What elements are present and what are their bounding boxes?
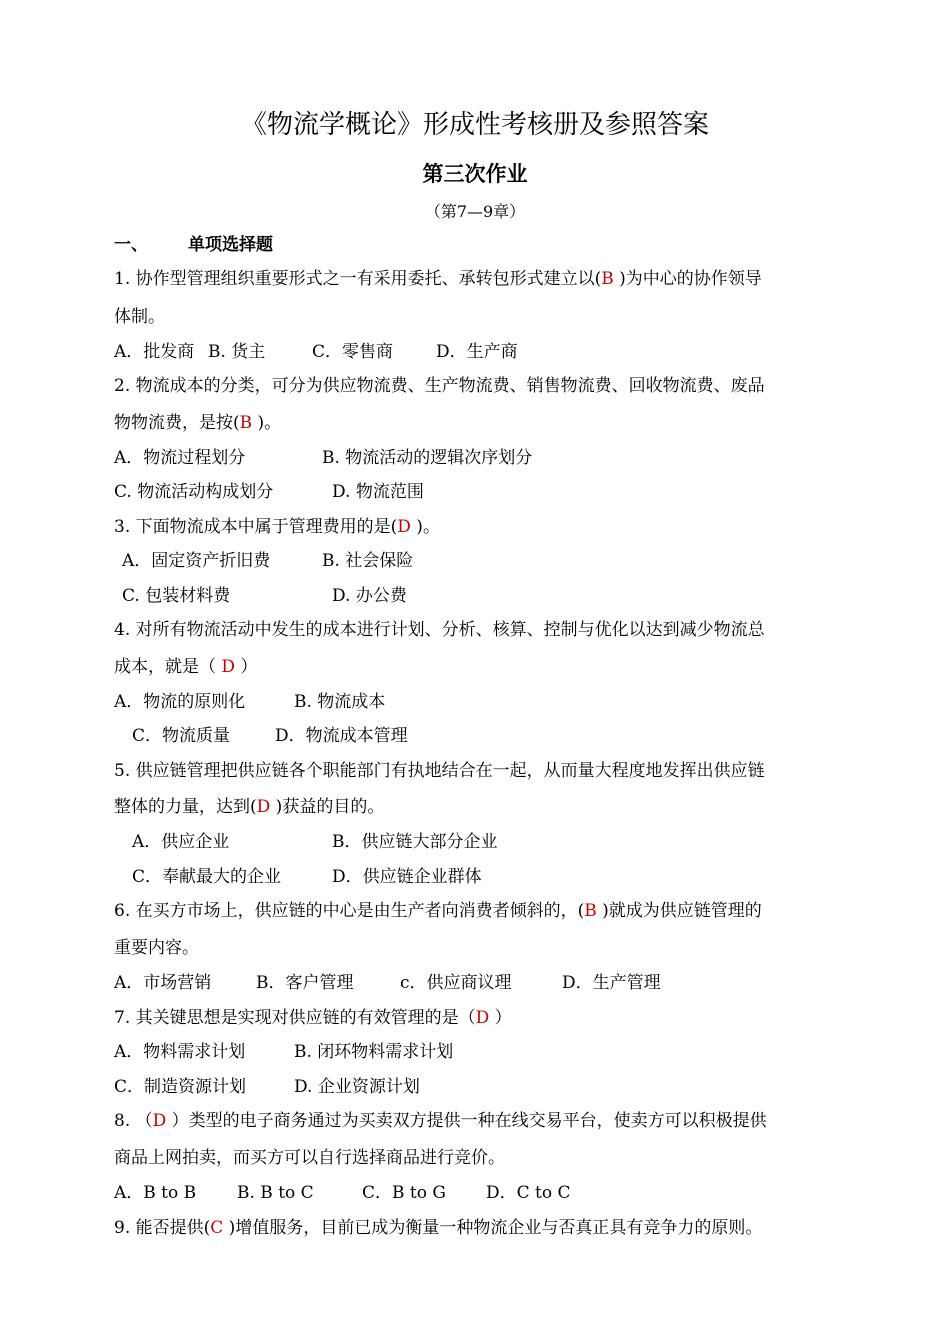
question-3-options-row-2	[122, 583, 872, 609]
question-7-stem	[114, 1005, 864, 1031]
option-c: C. 包装材料费	[122, 586, 231, 606]
option-a: A．固定资产折旧费	[122, 551, 271, 571]
question-3-answer: D	[397, 517, 411, 537]
question-2-options-row-1	[114, 445, 864, 471]
question-4-options-row-2	[132, 723, 882, 749]
question-8-stem-end: ）类型的电子商务通过为买卖双方提供一种在线交易平台，使卖方可以积极提供	[166, 1111, 767, 1131]
question-7-options-row-2	[114, 1074, 864, 1100]
question-6-stem-line-1	[114, 898, 864, 924]
option-a: A．市场营销	[114, 973, 212, 993]
question-8-answer: D	[152, 1111, 167, 1131]
question-1-stem-end: )为中心的协作领导	[613, 269, 762, 289]
option-a: A．物流过程划分	[114, 448, 246, 468]
option-a: A．B to B	[114, 1183, 197, 1203]
question-1-stem-start: 1. 协作型管理组织重要形式之一有采用委托、承转包形式建立以(	[114, 269, 602, 289]
question-9-stem	[114, 1215, 864, 1241]
question-5-stem-line-1: 5. 供应链管理把供应链各个职能部门有执地结合在一起，从而量大程度地发挥出供应链	[114, 761, 765, 781]
question-1-options	[114, 339, 864, 365]
question-5-answer: D	[256, 797, 271, 817]
option-d: D. 企业资源计划	[294, 1077, 420, 1097]
question-8-stem-line-2: 商品上网拍卖，而买方可以自行选择商品进行竞价。	[114, 1148, 505, 1168]
question-6-stem-start: 6. 在买方市场上，供应链的中心是由生产者向消费者倾斜的，(	[114, 901, 585, 921]
question-5-options-row-1	[132, 829, 882, 855]
question-7-stem-end: ）	[489, 1008, 512, 1028]
option-b: B. 物流成本	[294, 692, 386, 712]
question-2-stem-line-1: 2. 物流成本的分类，可分为供应物流费、生产物流费、销售物流费、回收物流费、废品	[114, 376, 765, 396]
question-6-stem-end: )就成为供应链管理的	[596, 901, 762, 921]
question-3-stem-start: 3. 下面物流成本中属于管理费用的是(	[114, 517, 398, 537]
question-5-options-row-2	[132, 864, 882, 890]
question-6-stem-line-2: 重要内容。	[114, 938, 199, 958]
option-a: A．物流的原则化	[114, 692, 246, 712]
question-5-stem-start: 整体的力量，达到(	[114, 797, 257, 817]
question-2-stem-line-2	[114, 410, 864, 436]
option-c: C．B to G	[362, 1183, 446, 1203]
question-7-answer: D	[475, 1008, 490, 1028]
option-b: B．客户管理	[256, 973, 354, 993]
chapter-range: （第7—9章）	[424, 202, 526, 221]
option-c: C．制造资源计划	[114, 1077, 247, 1097]
option-c: C．物流质量	[132, 726, 231, 746]
question-4-stem-line-2	[114, 654, 864, 680]
question-9-answer: C	[210, 1218, 224, 1238]
option-c: c．供应商议理	[400, 973, 512, 993]
option-d: D．生产商	[436, 342, 518, 362]
question-6-answer: B	[584, 901, 597, 921]
question-7-stem-start: 7. 其关键思想是实现对供应链的有效管理的是（	[114, 1008, 476, 1028]
question-5-stem-end: )获益的目的。	[270, 797, 385, 817]
option-a: A．供应企业	[132, 832, 230, 852]
section-title: 单项选择题	[188, 235, 273, 255]
option-b: B. 闭环物料需求计划	[294, 1042, 454, 1062]
section-number: 一、	[114, 235, 148, 255]
question-2-stem-start: 物物流费，是按(	[114, 413, 240, 433]
question-9-stem-start: 9. 能否提供(	[114, 1218, 211, 1238]
question-8-options	[114, 1180, 864, 1206]
question-2-answer: B	[239, 413, 253, 433]
option-c: C．零售商	[312, 342, 394, 362]
option-c: C. 物流活动构成划分	[114, 482, 274, 502]
option-b: B．供应链大部分企业	[332, 832, 498, 852]
question-8-stem-line-1	[114, 1108, 864, 1134]
question-4-stem-start: 成本，就是（	[114, 657, 222, 677]
option-c: C．奉献最大的企业	[132, 867, 282, 887]
document-title: 《物流学概论》形成性考核册及参照答案	[240, 110, 709, 140]
option-d: D．C to C	[486, 1183, 571, 1203]
question-2-options-row-2	[114, 479, 864, 505]
question-1-stem-line-1	[114, 266, 864, 292]
option-d: D. 办公费	[332, 586, 407, 606]
question-5-stem-line-2	[114, 794, 864, 820]
question-1-stem-line-2: 体制。	[114, 307, 165, 327]
option-d: D．生产管理	[562, 973, 661, 993]
option-b: B. 货主	[208, 342, 266, 362]
section-heading	[114, 232, 273, 258]
question-4-stem-end: ）	[235, 657, 258, 677]
question-4-stem-line-1: 4. 对所有物流活动中发生的成本进行计划、分析、核算、控制与优化以达到减少物流总	[114, 620, 765, 640]
question-3-options-row-1	[122, 548, 872, 574]
option-d: D．物流成本管理	[275, 726, 408, 746]
option-b: B. 物流活动的逻辑次序划分	[322, 448, 533, 468]
question-8-stem-start: 8. （	[114, 1111, 153, 1131]
option-b: B. 社会保险	[322, 551, 414, 571]
document-subtitle: 第三次作业	[422, 162, 528, 186]
question-6-options	[114, 970, 864, 996]
question-3-stem	[114, 514, 864, 540]
option-d: D．供应链企业群体	[332, 867, 482, 887]
option-d: D. 物流范围	[332, 482, 424, 502]
option-a: A．批发商	[114, 342, 195, 362]
question-7-options-row-1	[114, 1039, 864, 1065]
question-4-answer: D	[221, 657, 236, 677]
question-1-answer: B	[601, 269, 614, 289]
option-a: A．物料需求计划	[114, 1042, 246, 1062]
option-b: B. B to C	[237, 1183, 314, 1203]
question-3-stem-end: )。	[410, 517, 440, 537]
question-9-stem-end: )增值服务，目前已成为衡量一种物流企业与否真正具有竞争力的原则。	[223, 1218, 763, 1238]
question-4-options-row-1	[114, 689, 864, 715]
question-2-stem-end: )。	[252, 413, 282, 433]
